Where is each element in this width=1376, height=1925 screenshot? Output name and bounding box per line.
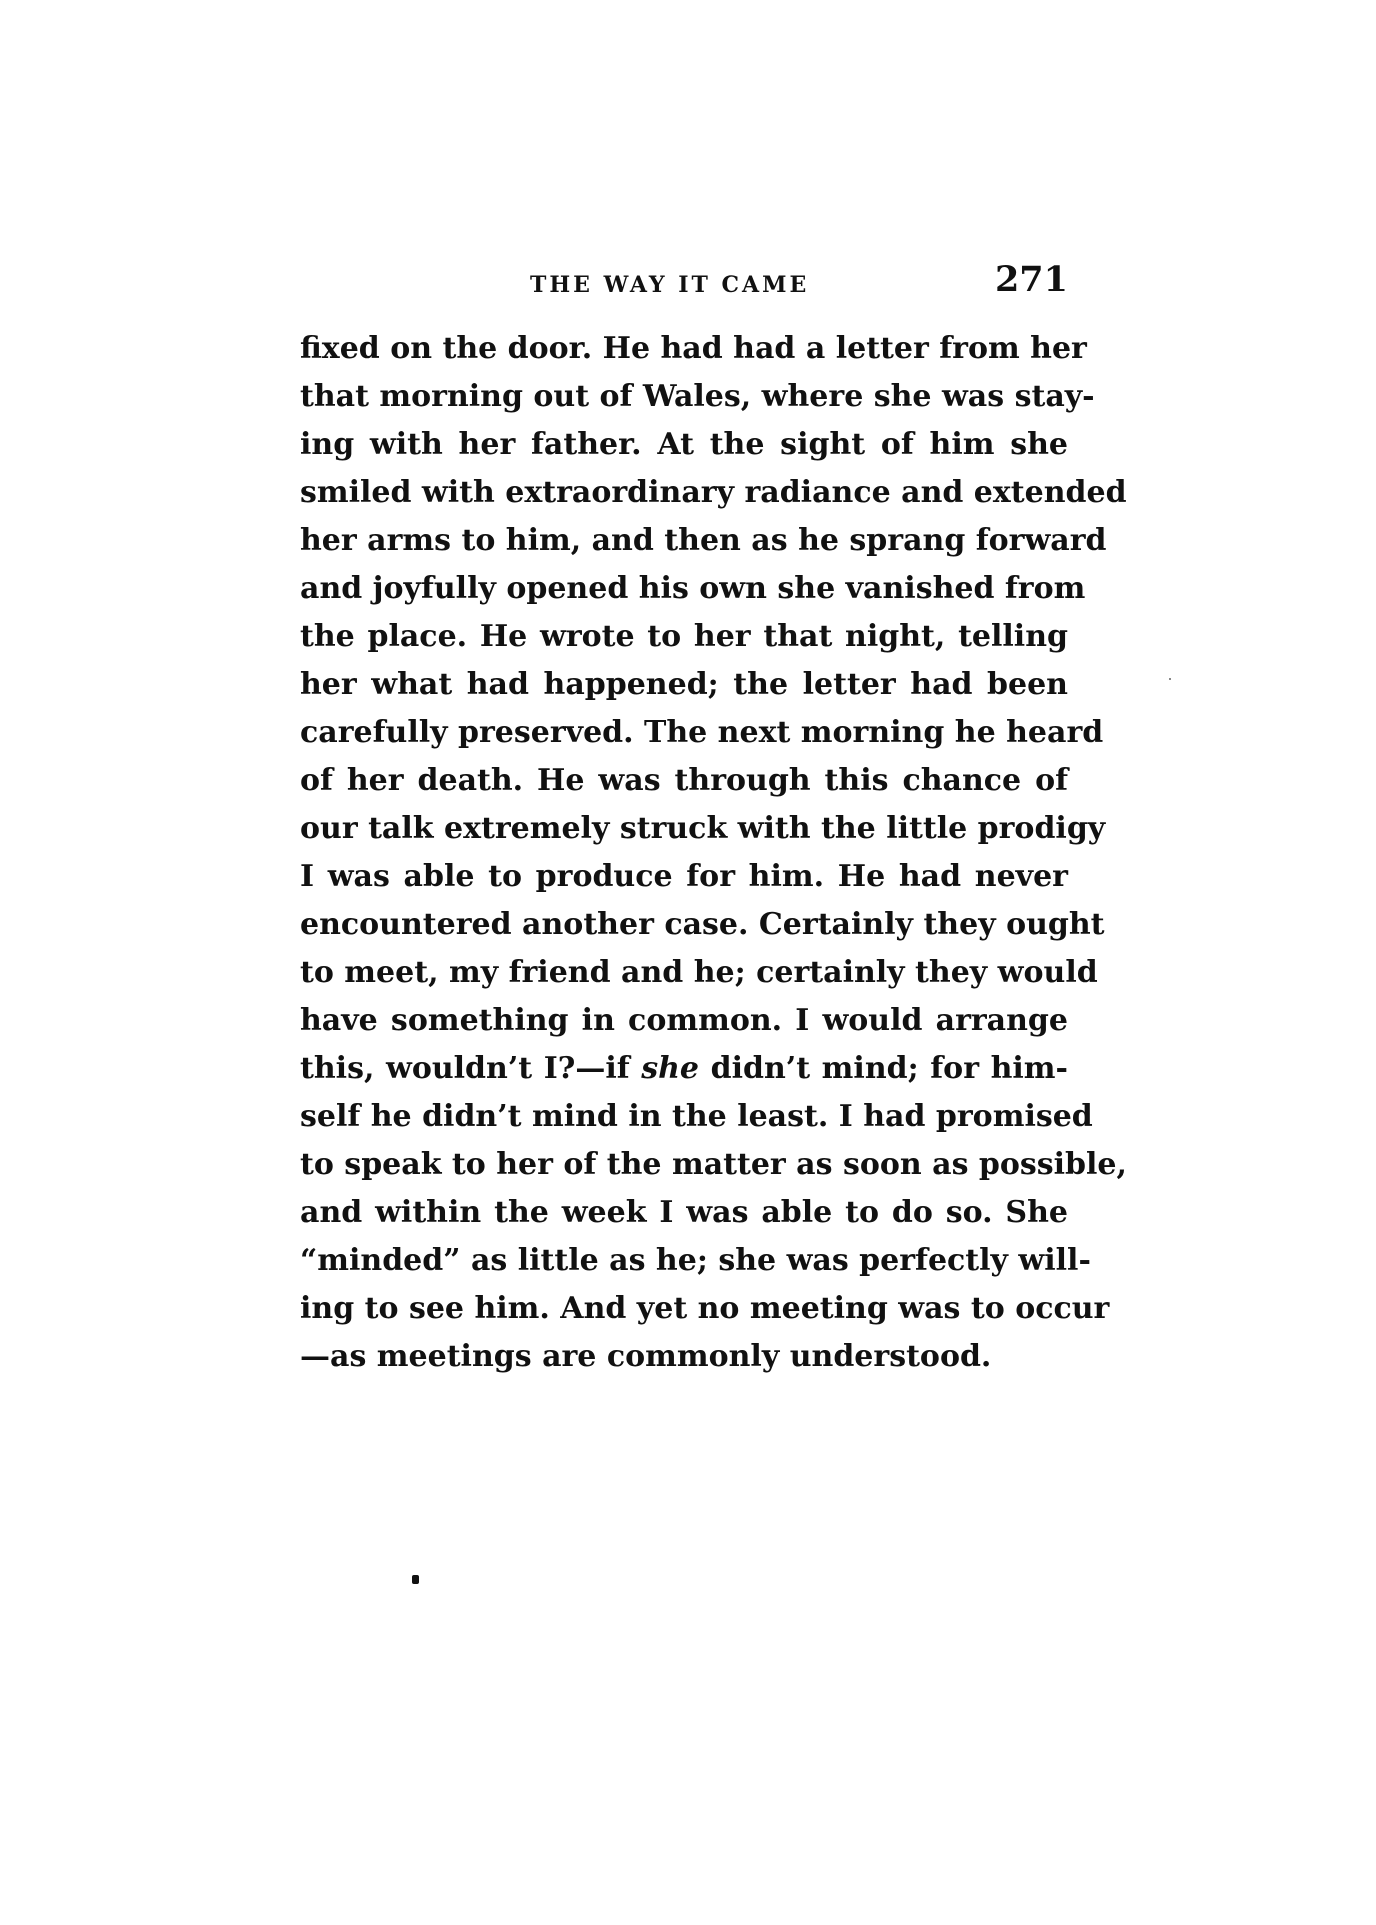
text-line: to meet, my friend and he; certainly they would: [300, 955, 1098, 990]
text-line: encountered another case. Certainly they ought: [300, 907, 1105, 942]
text-line: her what had happened; the letter had been: [300, 667, 1068, 702]
text-line: I was able to produce for him. He had never: [300, 859, 1068, 894]
running-head: [300, 255, 1070, 305]
text-line: “minded” as little as he; she was perfectly will-: [300, 1243, 1091, 1278]
text-line: ing with her father. At the sight of him she: [300, 427, 1068, 462]
text-segment: didn’t mind; for him-: [699, 1051, 1068, 1086]
text-line: and joyfully opened his own she vanished from: [300, 571, 1086, 606]
text-line: that morning out of Wales, where she was stay-: [300, 379, 1095, 414]
print-speck: [412, 1575, 419, 1584]
text-segment: this, wouldn’t I?—if: [300, 1051, 642, 1086]
running-title: THE WAY IT CAME: [530, 272, 810, 298]
text-line: have something in common. I would arrange: [300, 1003, 1068, 1038]
text-line: self he didn’t mind in the least. I had promised: [300, 1099, 1093, 1134]
text-line: to speak to her of the matter as soon as possible,: [300, 1147, 1127, 1182]
text-line-with-italic: [300, 1045, 1068, 1093]
text-line: smiled with extraordinary radiance and extended: [300, 475, 1127, 510]
body-text: [300, 325, 1127, 1381]
text-line: and within the week I was able to do so. She: [300, 1195, 1068, 1230]
text-line-last: —as meetings are commonly understood.: [300, 1339, 992, 1374]
text-line: ing to see him. And yet no meeting was to occur: [300, 1291, 1110, 1326]
text-line: the place. He wrote to her that night, telling: [300, 619, 1068, 654]
text-line: of her death. He was through this chance of: [300, 763, 1068, 798]
text-line: her arms to him, and then as he sprang forward: [300, 523, 1107, 558]
text-line: our talk extremely struck with the little prodigy: [300, 811, 1106, 846]
text-line: fixed on the door. He had had a letter from her: [300, 331, 1087, 366]
text-line: carefully preserved. The next morning he heard: [300, 715, 1104, 750]
print-speck: [1169, 678, 1171, 680]
italic-word: she: [641, 1051, 700, 1086]
page-number: 271: [994, 259, 1068, 300]
